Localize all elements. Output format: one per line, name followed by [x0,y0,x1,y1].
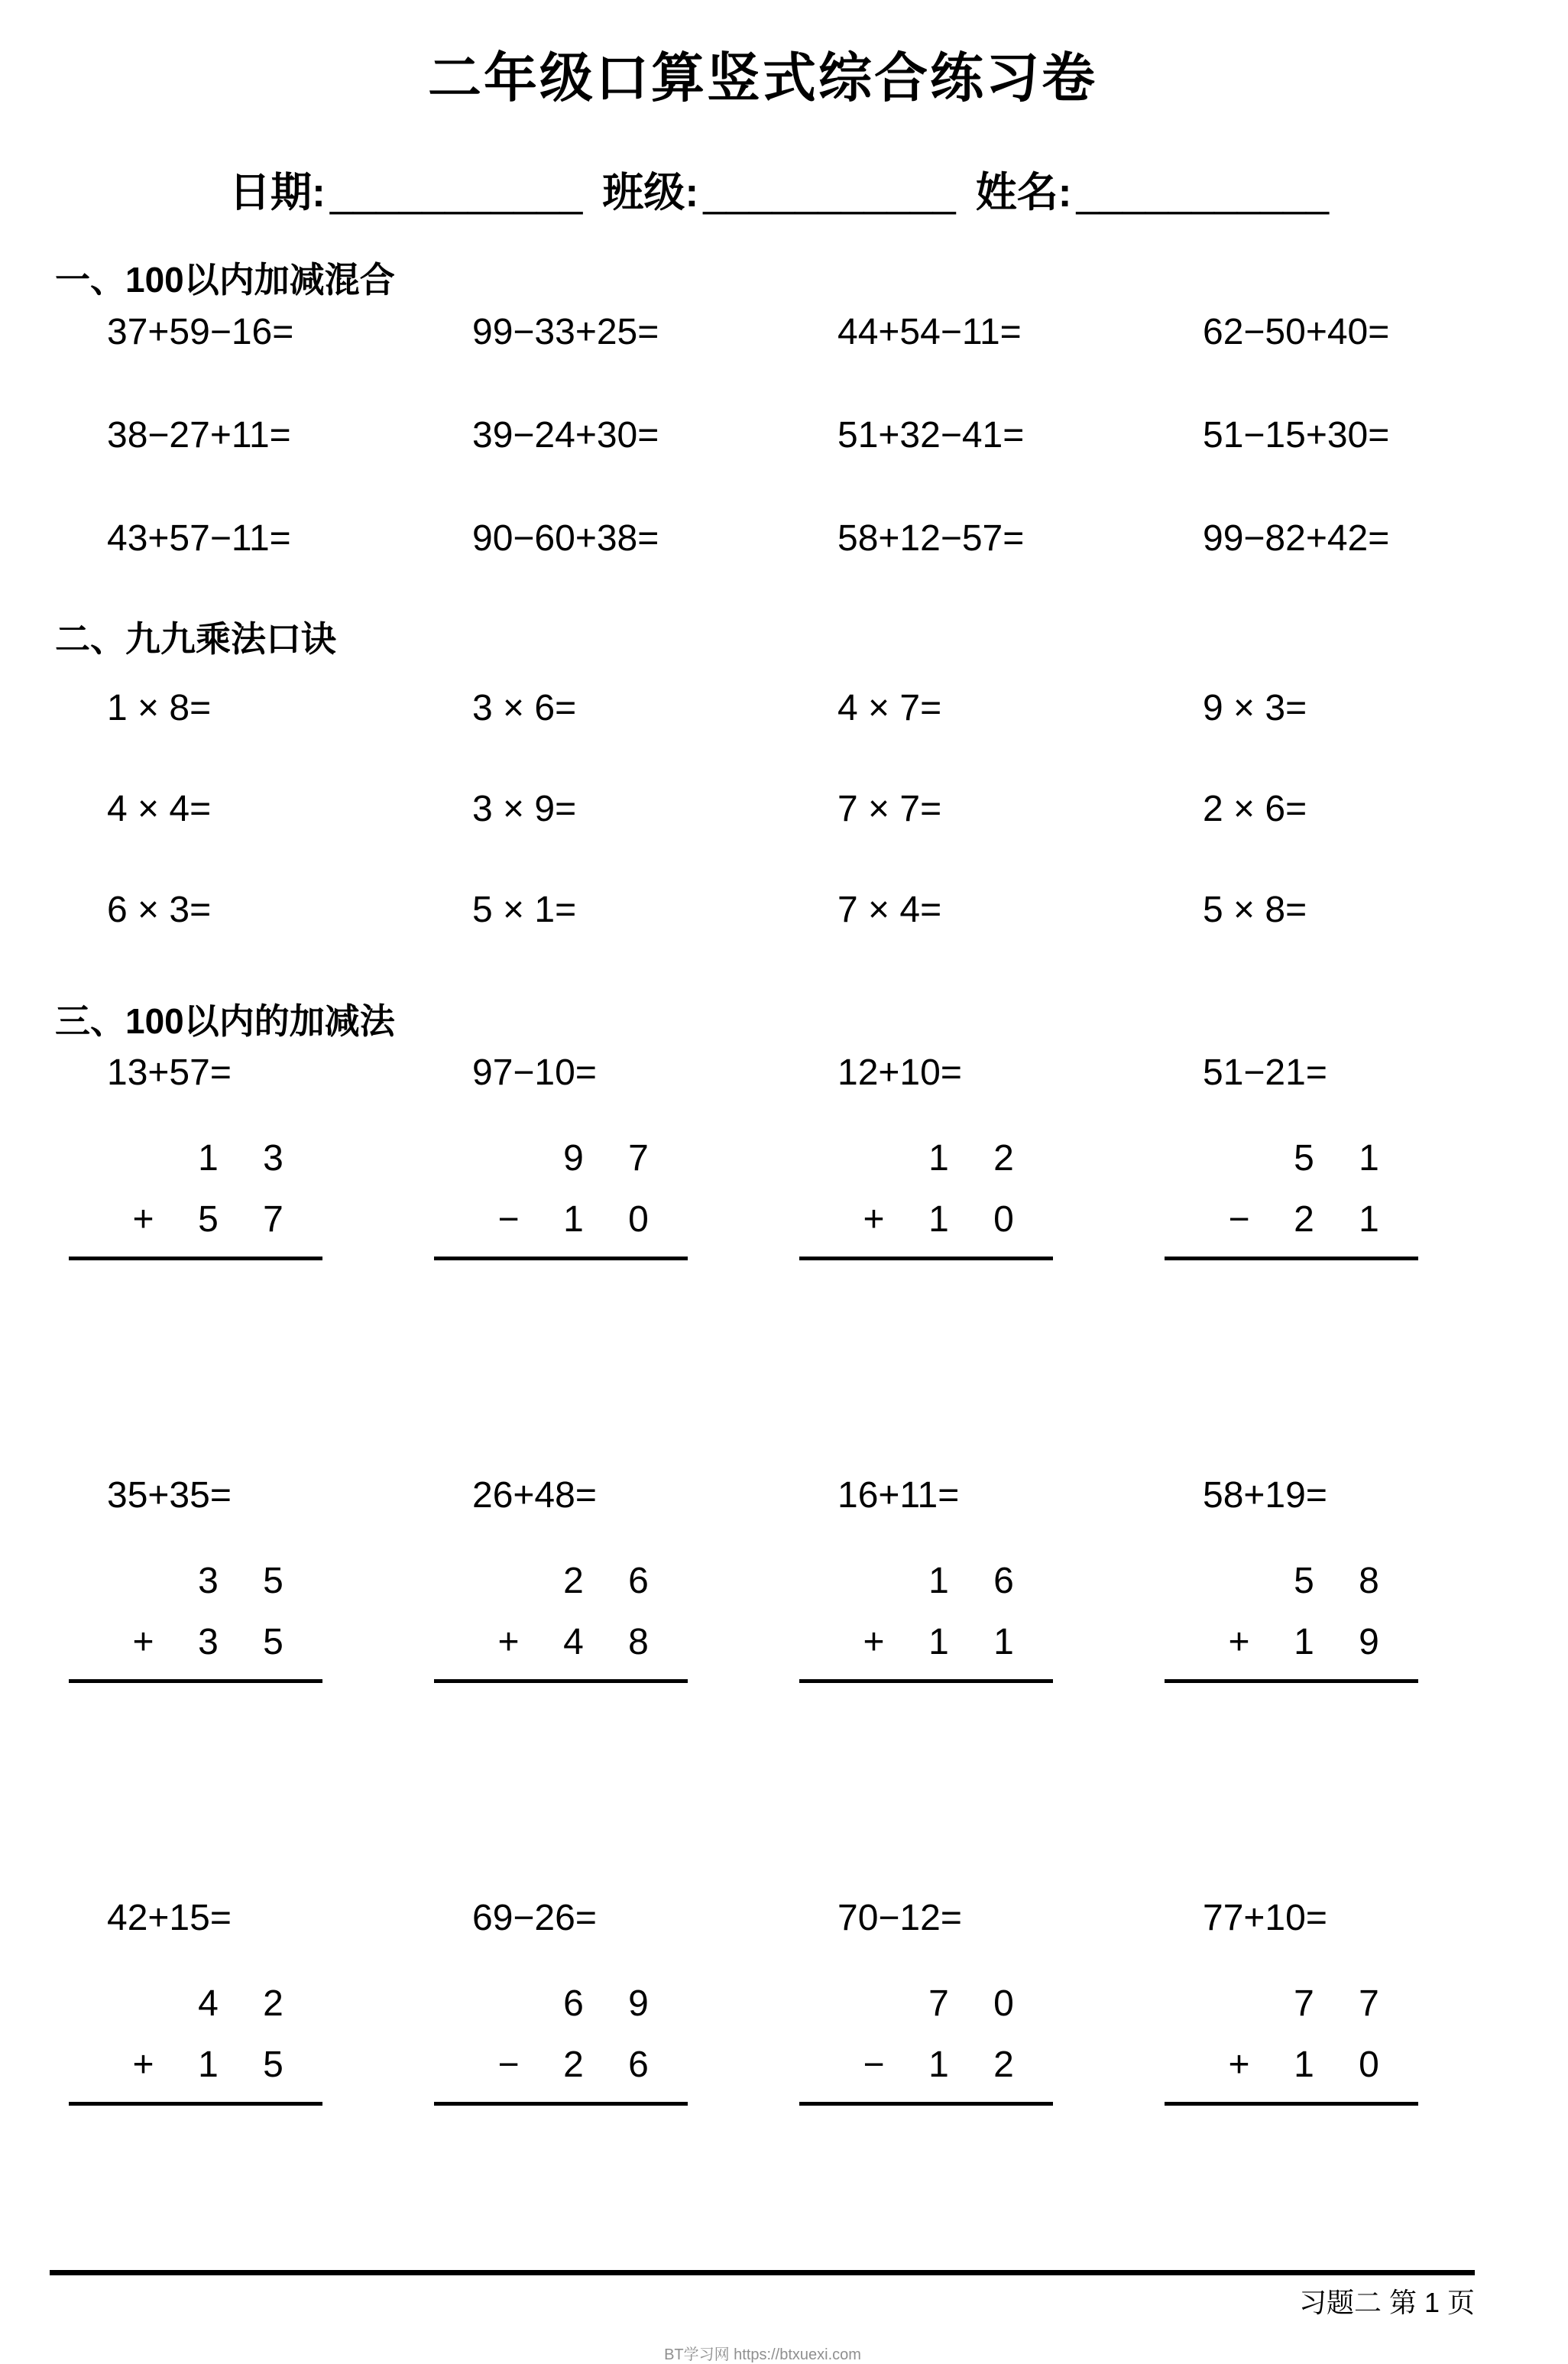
vertical-form [69,1128,322,1260]
vform-top-operand [434,1128,688,1189]
vform-top-tens: 2 [563,1561,584,1602]
page-title: 二年级口算竖式综合练习卷 [428,48,1097,108]
vform-operator: + [1228,1622,1250,1663]
vform-bottom-tens: 4 [563,1622,584,1663]
problem-text: 43+57−11= [107,517,291,559]
problem-text: 2 × 6= [1203,788,1307,829]
vform-bottom-tens: 1 [1294,1622,1314,1663]
section-1-problems [0,310,1525,619]
vform-operator-slot [476,1551,541,1612]
vform-bottom-ones: 0 [1359,2045,1379,2086]
vform-top-ones: 0 [993,1983,1014,2025]
vform-top-ones: 7 [628,1138,649,1179]
vform-top-operand [1165,1551,1418,1612]
problem-text: 16+11= [837,1474,960,1516]
vform-bottom-ones: 0 [993,1199,1014,1240]
problem-text: 58+19= [1203,1474,1327,1516]
date-label: 日期: [229,170,326,216]
problem-text: 38−27+11= [107,414,291,456]
vform-bottom-ones: 5 [263,2045,283,2086]
problem-text: 44+54−11= [837,311,1022,352]
vform-bottom-ones: 1 [993,1622,1014,1663]
vform-operator: + [497,1622,520,1663]
vform-top-operand [799,1128,1053,1189]
vform-bottom-operand [1165,2035,1418,2096]
section-3-group-2-vforms [0,1551,1525,1683]
problem-text: 51−15+30= [1203,414,1390,456]
vform-top-tens: 3 [198,1561,219,1602]
vform-top-operand [69,1551,322,1612]
problem-text: 7 × 4= [837,889,942,930]
vertical-form [1165,1973,1418,2106]
vertical-form [1165,1551,1418,1683]
vform-operator-slot [476,1973,541,2035]
vform-top-tens: 7 [928,1983,949,2025]
vform-bottom-operand [69,1612,322,1673]
vform-bottom-operand [799,2035,1053,2096]
vform-top-operand [1165,1128,1418,1189]
vform-top-operand [799,1551,1053,1612]
vform-operator: + [132,2045,154,2086]
vform-operator: + [863,1622,885,1663]
problem-text: 37+59−16= [107,311,294,352]
problem-text: 51+32−41= [837,414,1025,456]
name-blank: ___________ [1076,170,1330,216]
vertical-form [69,1551,322,1683]
vform-bottom-ones: 0 [628,1199,649,1240]
vform-operator-slot [111,1128,176,1189]
vform-bottom-operand [799,1612,1053,1673]
vform-operator: − [1228,1199,1250,1240]
problem-text: 70−12= [837,1897,962,1938]
vform-bottom-operand [434,1189,688,1250]
problem-text: 5 × 1= [472,889,577,930]
vform-top-ones: 6 [628,1561,649,1602]
vform-bottom-tens: 1 [928,2045,949,2086]
vform-operator: − [497,2045,520,2086]
watermark-text: BT学习网 https://btxuexi.com [664,2346,861,2363]
vform-operator: + [863,1199,885,1240]
problem-text: 51−21= [1203,1052,1327,1093]
class-label: 班级: [602,170,699,216]
vform-bottom-tens: 1 [198,2045,219,2086]
vform-operator-slot [1207,1551,1272,1612]
vform-operator: − [497,1199,520,1240]
problem-text: 13+57= [107,1052,232,1093]
vform-bottom-tens: 5 [198,1199,219,1240]
vform-bottom-ones: 5 [263,1622,283,1663]
vform-operator-slot [1207,1973,1272,2035]
problem-text: 4 × 4= [107,788,212,829]
problem-text: 69−26= [472,1897,597,1938]
class-blank: ___________ [703,170,956,216]
vform-bottom-tens: 1 [928,1622,949,1663]
vform-top-tens: 9 [563,1138,584,1179]
vform-bottom-operand [69,2035,322,2096]
vertical-form [434,1551,688,1683]
problem-text: 9 × 3= [1203,687,1307,728]
vform-top-tens: 1 [928,1138,949,1179]
vform-operator-slot [841,1128,906,1189]
vform-bottom-operand [69,1189,322,1250]
vform-top-ones: 2 [993,1138,1014,1179]
problem-text: 6 × 3= [107,889,212,930]
problem-text: 58+12−57= [837,517,1025,559]
vform-bottom-tens: 1 [563,1199,584,1240]
page-number: 习题二 第 1 页 [1298,2286,1475,2318]
vertical-form [434,1128,688,1260]
section-2-problems [0,686,1525,988]
vform-operator: + [132,1199,154,1240]
vform-operator-slot [1207,1128,1272,1189]
vform-top-tens: 6 [563,1983,584,2025]
section-3-group-1-problems [0,1050,1525,1096]
vform-top-operand [434,1551,688,1612]
footer-rule [50,2270,1475,2275]
vform-top-tens: 7 [1294,1983,1314,2025]
vform-top-ones: 3 [263,1138,283,1179]
vform-top-ones: 2 [263,1983,283,2025]
problem-text: 26+48= [472,1474,597,1516]
problem-text: 12+10= [837,1052,962,1093]
vform-operator: − [863,2045,885,2086]
vform-bottom-tens: 1 [928,1199,949,1240]
vform-top-operand [799,1973,1053,2035]
section-3-group-3-problems [0,1895,1525,1941]
vform-top-operand [1165,1973,1418,2035]
vform-bottom-tens: 1 [1294,2045,1314,2086]
vform-bottom-ones: 7 [263,1199,283,1240]
vform-operator-slot [841,1973,906,2035]
problem-text: 3 × 9= [472,788,577,829]
vform-bottom-ones: 1 [1359,1199,1379,1240]
vform-bottom-operand [1165,1612,1418,1673]
vform-top-operand [434,1973,688,2035]
vertical-form [799,1551,1053,1683]
vform-top-ones: 1 [1359,1138,1379,1179]
vform-bottom-operand [434,1612,688,1673]
vform-top-operand [69,1128,322,1189]
section-1-heading: 一、100以内加减混合 [55,260,395,300]
vertical-form [1165,1128,1418,1260]
vform-top-ones: 6 [993,1561,1014,1602]
vform-top-tens: 1 [198,1138,219,1179]
section-3-group-1-vforms [0,1128,1525,1260]
section-3-heading: 三、100以内的加减法 [55,1000,395,1041]
problem-text: 99−82+42= [1203,517,1390,559]
vform-bottom-operand [1165,1189,1418,1250]
vform-bottom-tens: 2 [563,2045,584,2086]
vform-bottom-ones: 2 [993,2045,1014,2086]
vertical-form [799,1973,1053,2106]
problem-text: 35+35= [107,1474,232,1516]
section-3-group-2-problems [0,1473,1525,1519]
name-label: 姓名: [975,170,1072,216]
problem-text: 1 × 8= [107,687,212,728]
vform-top-ones: 5 [263,1561,283,1602]
problem-text: 99−33+25= [472,311,659,352]
problem-text: 77+10= [1203,1897,1327,1938]
vertical-form [799,1128,1053,1260]
problem-text: 39−24+30= [472,414,659,456]
section-2-heading: 二、九九乘法口诀 [55,618,336,659]
vform-bottom-ones: 6 [628,2045,649,2086]
vform-top-ones: 8 [1359,1561,1379,1602]
problem-text: 42+15= [107,1897,232,1938]
vform-bottom-operand [799,1189,1053,1250]
vform-bottom-tens: 2 [1294,1199,1314,1240]
vform-operator: + [1228,2045,1250,2086]
vform-top-ones: 7 [1359,1983,1379,2025]
vform-operator: + [132,1622,154,1663]
vform-bottom-ones: 8 [628,1622,649,1663]
vform-top-ones: 9 [628,1983,649,2025]
vform-operator-slot [841,1551,906,1612]
vform-top-operand [69,1973,322,2035]
vform-bottom-tens: 3 [198,1622,219,1663]
vform-bottom-ones: 9 [1359,1622,1379,1663]
section-3-group-3-vforms [0,1973,1525,2106]
problem-text: 5 × 8= [1203,889,1307,930]
vform-top-tens: 1 [928,1561,949,1602]
vertical-form [69,1973,322,2106]
problem-text: 90−60+38= [472,517,659,559]
problem-text: 4 × 7= [837,687,942,728]
problem-text: 7 × 7= [837,788,942,829]
problem-text: 97−10= [472,1052,597,1093]
vform-bottom-operand [434,2035,688,2096]
vform-operator-slot [111,1973,176,2035]
date-blank: ___________ [329,170,583,216]
header-fields [0,160,1525,219]
vform-top-tens: 5 [1294,1138,1314,1179]
vform-operator-slot [111,1551,176,1612]
problem-text: 3 × 6= [472,687,577,728]
vform-operator-slot [476,1128,541,1189]
vform-top-tens: 5 [1294,1561,1314,1602]
problem-text: 62−50+40= [1203,311,1390,352]
vertical-form [434,1973,688,2106]
vform-top-tens: 4 [198,1983,219,2025]
